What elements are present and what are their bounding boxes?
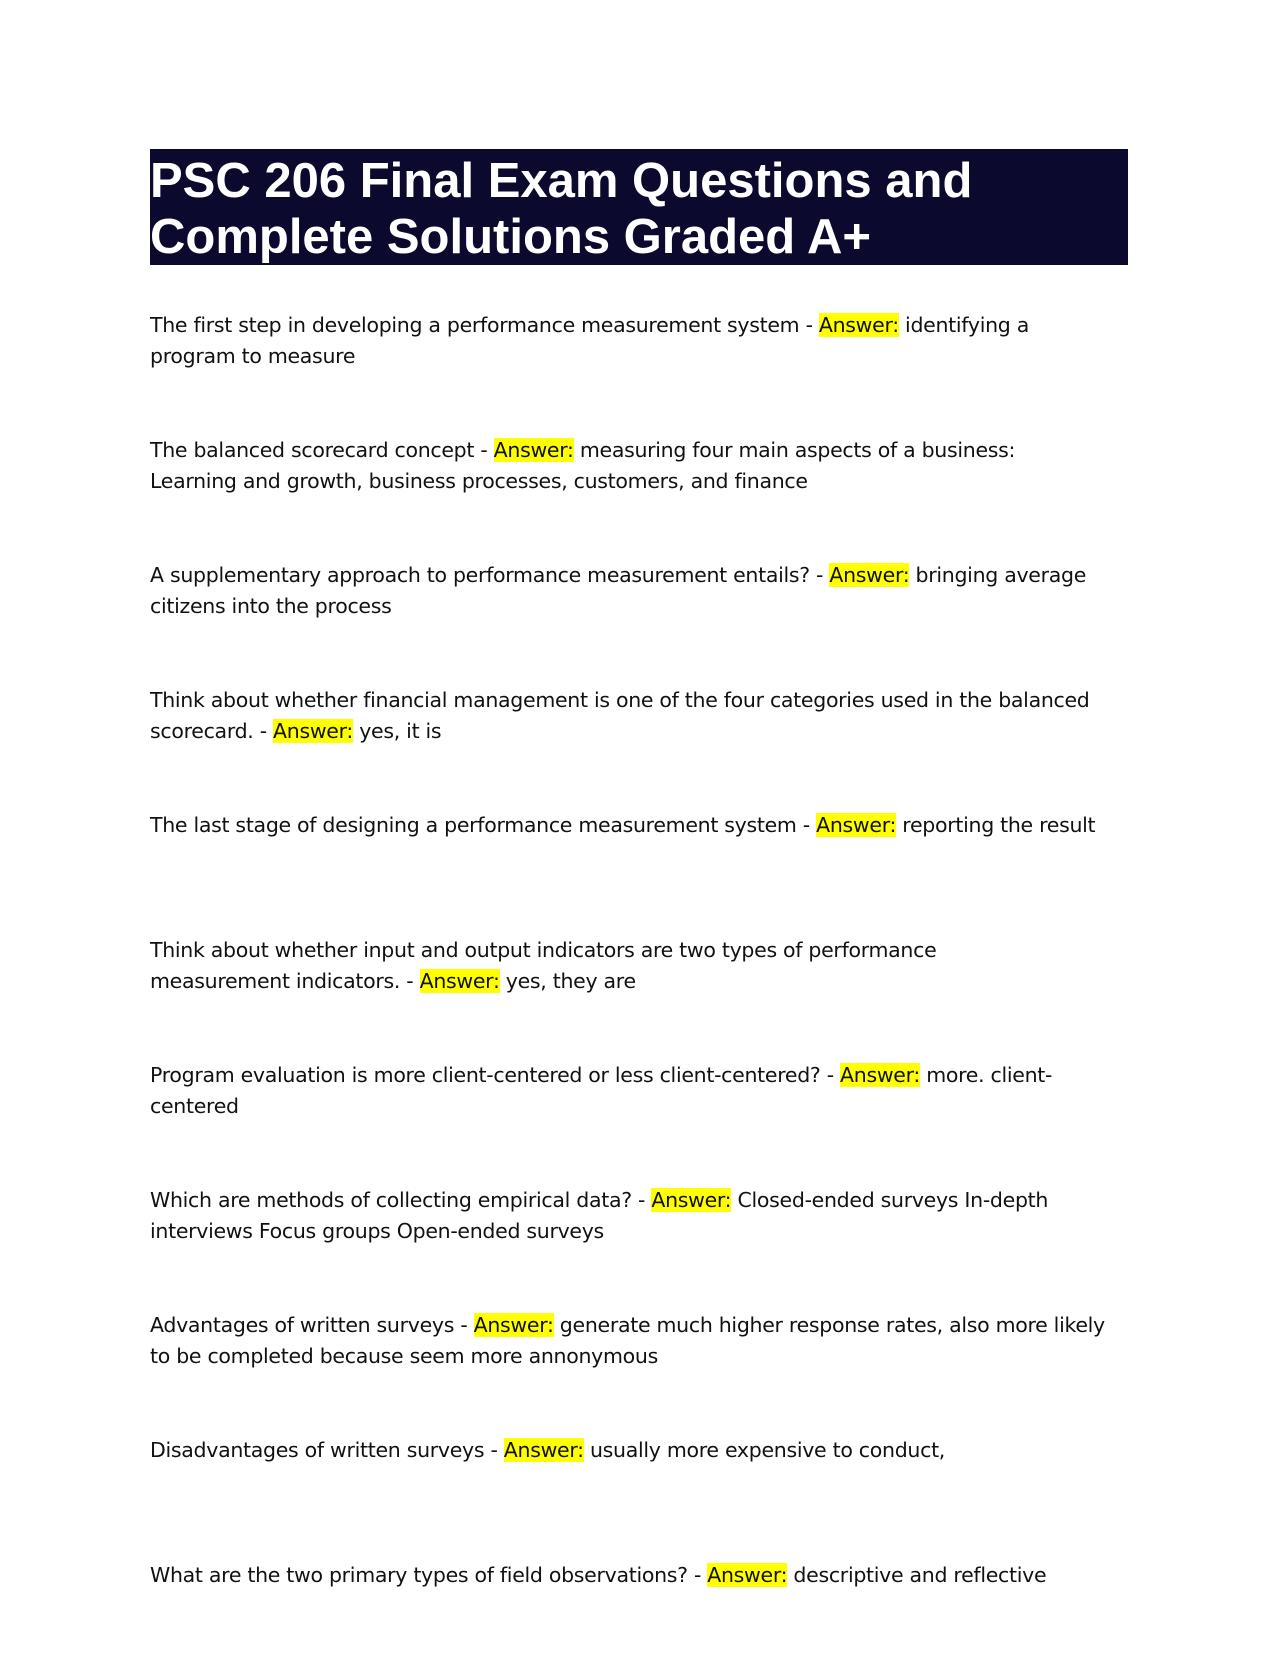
answer-label: Answer:	[419, 969, 500, 993]
qa-item	[150, 685, 1140, 747]
question-text: The last stage of designing a performance measurement system -	[150, 813, 817, 837]
answer-label: Answer:	[273, 719, 353, 743]
qa-item	[150, 1060, 1140, 1122]
title-banner	[150, 149, 1128, 265]
question-text: Disadvantages of written surveys -	[150, 1438, 504, 1462]
qa-item	[150, 435, 1080, 497]
answer-label: Answer:	[829, 563, 910, 587]
qa-item	[150, 1435, 1110, 1466]
question-text: The balanced scorecard concept -	[150, 438, 494, 462]
answer-text: reporting the result	[896, 813, 1096, 837]
answer-label: Answer:	[651, 1188, 732, 1212]
answer-label: Answer:	[707, 1563, 788, 1587]
answer-label: Answer:	[493, 438, 574, 462]
answer-label: Answer:	[840, 1063, 920, 1087]
answer-text: Closed-ended surveys In-depth interviews Focus groups Open-ended surveys	[150, 1188, 1049, 1243]
qa-item	[150, 1560, 1110, 1591]
question-text: Think about whether financial management is one of the four categories used in the balanced scorecard. -	[150, 688, 1090, 743]
qa-item	[150, 935, 1070, 997]
qa-item	[150, 560, 1110, 622]
question-text: Which are methods of collecting empirical data? -	[150, 1188, 652, 1212]
qa-item	[150, 1185, 1110, 1247]
qa-item	[150, 310, 1080, 372]
qa-item	[150, 1310, 1110, 1372]
answer-label: Answer:	[816, 813, 897, 837]
question-text: Think about whether input and output indicators are two types of performance measurement indicators. -	[150, 938, 937, 993]
answer-text: generate much higher response rates, also more likely to be completed because seem more annonymous	[150, 1313, 1105, 1368]
answer-text: yes, it is	[353, 719, 442, 743]
question-text: The first step in developing a performance measurement system -	[150, 313, 819, 337]
question-text: A supplementary approach to performance measurement entails? -	[150, 563, 830, 587]
answer-text: descriptive and reflective	[787, 1563, 1047, 1587]
question-text: Advantages of written surveys -	[150, 1313, 474, 1337]
qa-item	[150, 810, 1110, 841]
answer-text: usually more expensive to conduct,	[583, 1438, 946, 1462]
answer-label: Answer:	[818, 313, 899, 337]
question-text: Program evaluation is more client-centered or less client-centered? -	[150, 1063, 841, 1087]
question-text: What are the two primary types of field observations? -	[150, 1563, 708, 1587]
document-title: PSC 206 Final Exam Questions and Complete Solutions Graded A+	[150, 154, 973, 264]
answer-text: yes, they are	[499, 969, 636, 993]
answer-text: bringing average citizens into the process	[150, 563, 1087, 618]
answer-label: Answer:	[503, 1438, 584, 1462]
answer-label: Answer:	[473, 1313, 554, 1337]
answer-text: identifying a program to measure	[150, 313, 1029, 368]
answer-text: more. client- centered	[150, 1063, 1053, 1118]
answer-text: measuring four main aspects of a business: Learning and growth, business processes, customers, and finance	[150, 438, 1016, 493]
